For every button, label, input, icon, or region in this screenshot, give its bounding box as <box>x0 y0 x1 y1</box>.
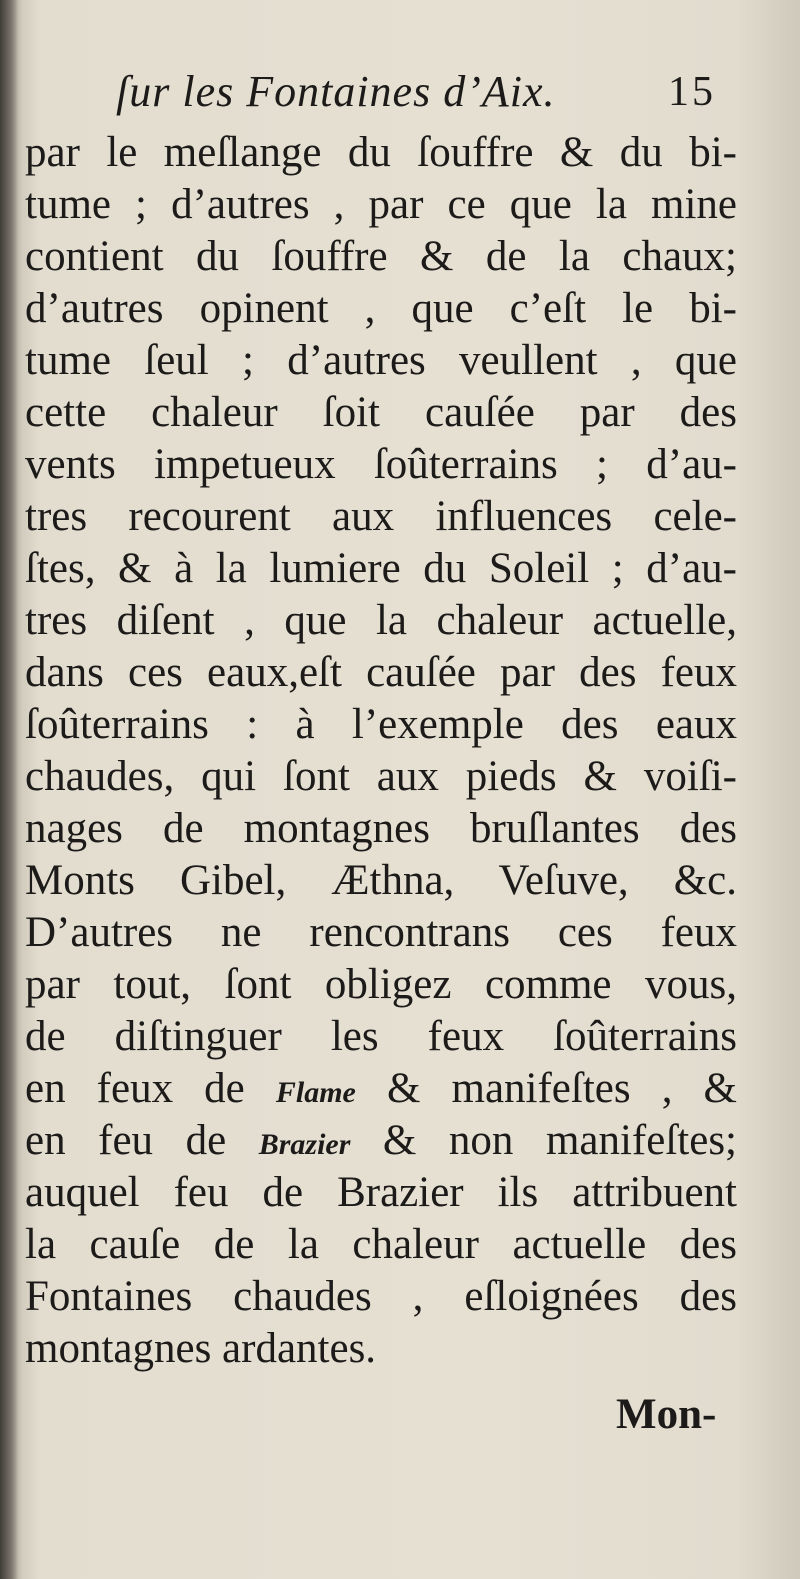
text-segment: en feux de <box>25 1065 276 1112</box>
text-line: D’autres ne rencontrans ces feux <box>25 909 737 956</box>
text-line: contient du ſouffre & de la chaux; <box>25 233 737 280</box>
text-line: tume ſeul ; d’autres veullent , que <box>25 337 737 384</box>
text-segment: & manifeſtes , & <box>355 1065 737 1112</box>
running-head-title: ſur les Fontaines d’Aix. <box>116 67 556 116</box>
text-line: auquel feu de Brazier ils attribuent <box>25 1169 737 1216</box>
text-line: Monts Gibel, Æthna, Veſuve, &c. <box>25 857 737 904</box>
text-line: dans ces eaux,eſt cauſée par des feux <box>25 649 737 696</box>
text-line-final: montagnes ardantes. <box>25 1325 377 1372</box>
text-line: de diſtinguer les feux ſoûterrains <box>25 1013 737 1060</box>
emphasis-brazier: Brazier <box>258 1128 351 1161</box>
catchword: Mon- <box>616 1391 717 1438</box>
text-line: la cauſe de la chaleur actuelle des <box>25 1221 737 1268</box>
text-line-flame <box>25 1063 737 1115</box>
text-line: ſtes, & à la lumiere du Soleil ; d’au- <box>25 545 737 592</box>
text-line: tres diſent , que la chaleur actuelle, <box>25 597 737 644</box>
text-line: d’autres opinent , que c’eſt le bi- <box>25 285 737 332</box>
text-line-brazier <box>25 1115 737 1167</box>
text-line: cette chaleur ſoit cauſée par des <box>25 389 737 436</box>
text-line: tume ; d’autres , par ce que la mine <box>25 181 737 228</box>
text-line: par tout, ſont obligez comme vous, <box>25 961 737 1008</box>
text-line: ſoûterrains : à l’exemple des eaux <box>25 701 737 748</box>
page-gutter-shadow <box>0 0 18 1579</box>
text-line: nages de montagnes bruſlantes des <box>25 805 737 852</box>
text-line: Fontaines chaudes , eſloignées des <box>25 1273 737 1320</box>
text-segment: & non manifeſtes; <box>350 1117 737 1164</box>
text-segment: en feu de <box>25 1117 259 1164</box>
text-line: vents impetueux ſoûterrains ; d’au- <box>25 441 737 488</box>
emphasis-flame: Flame <box>275 1076 356 1109</box>
text-line: par le meſlange du ſouffre & du bi- <box>25 129 737 176</box>
text-line: tres recourent aux influences cele- <box>25 493 737 540</box>
text-line: chaudes, qui ſont aux pieds & voiſi- <box>25 753 737 800</box>
running-head <box>0 60 800 120</box>
body-text <box>25 127 737 1375</box>
page-number: 15 <box>668 69 716 115</box>
